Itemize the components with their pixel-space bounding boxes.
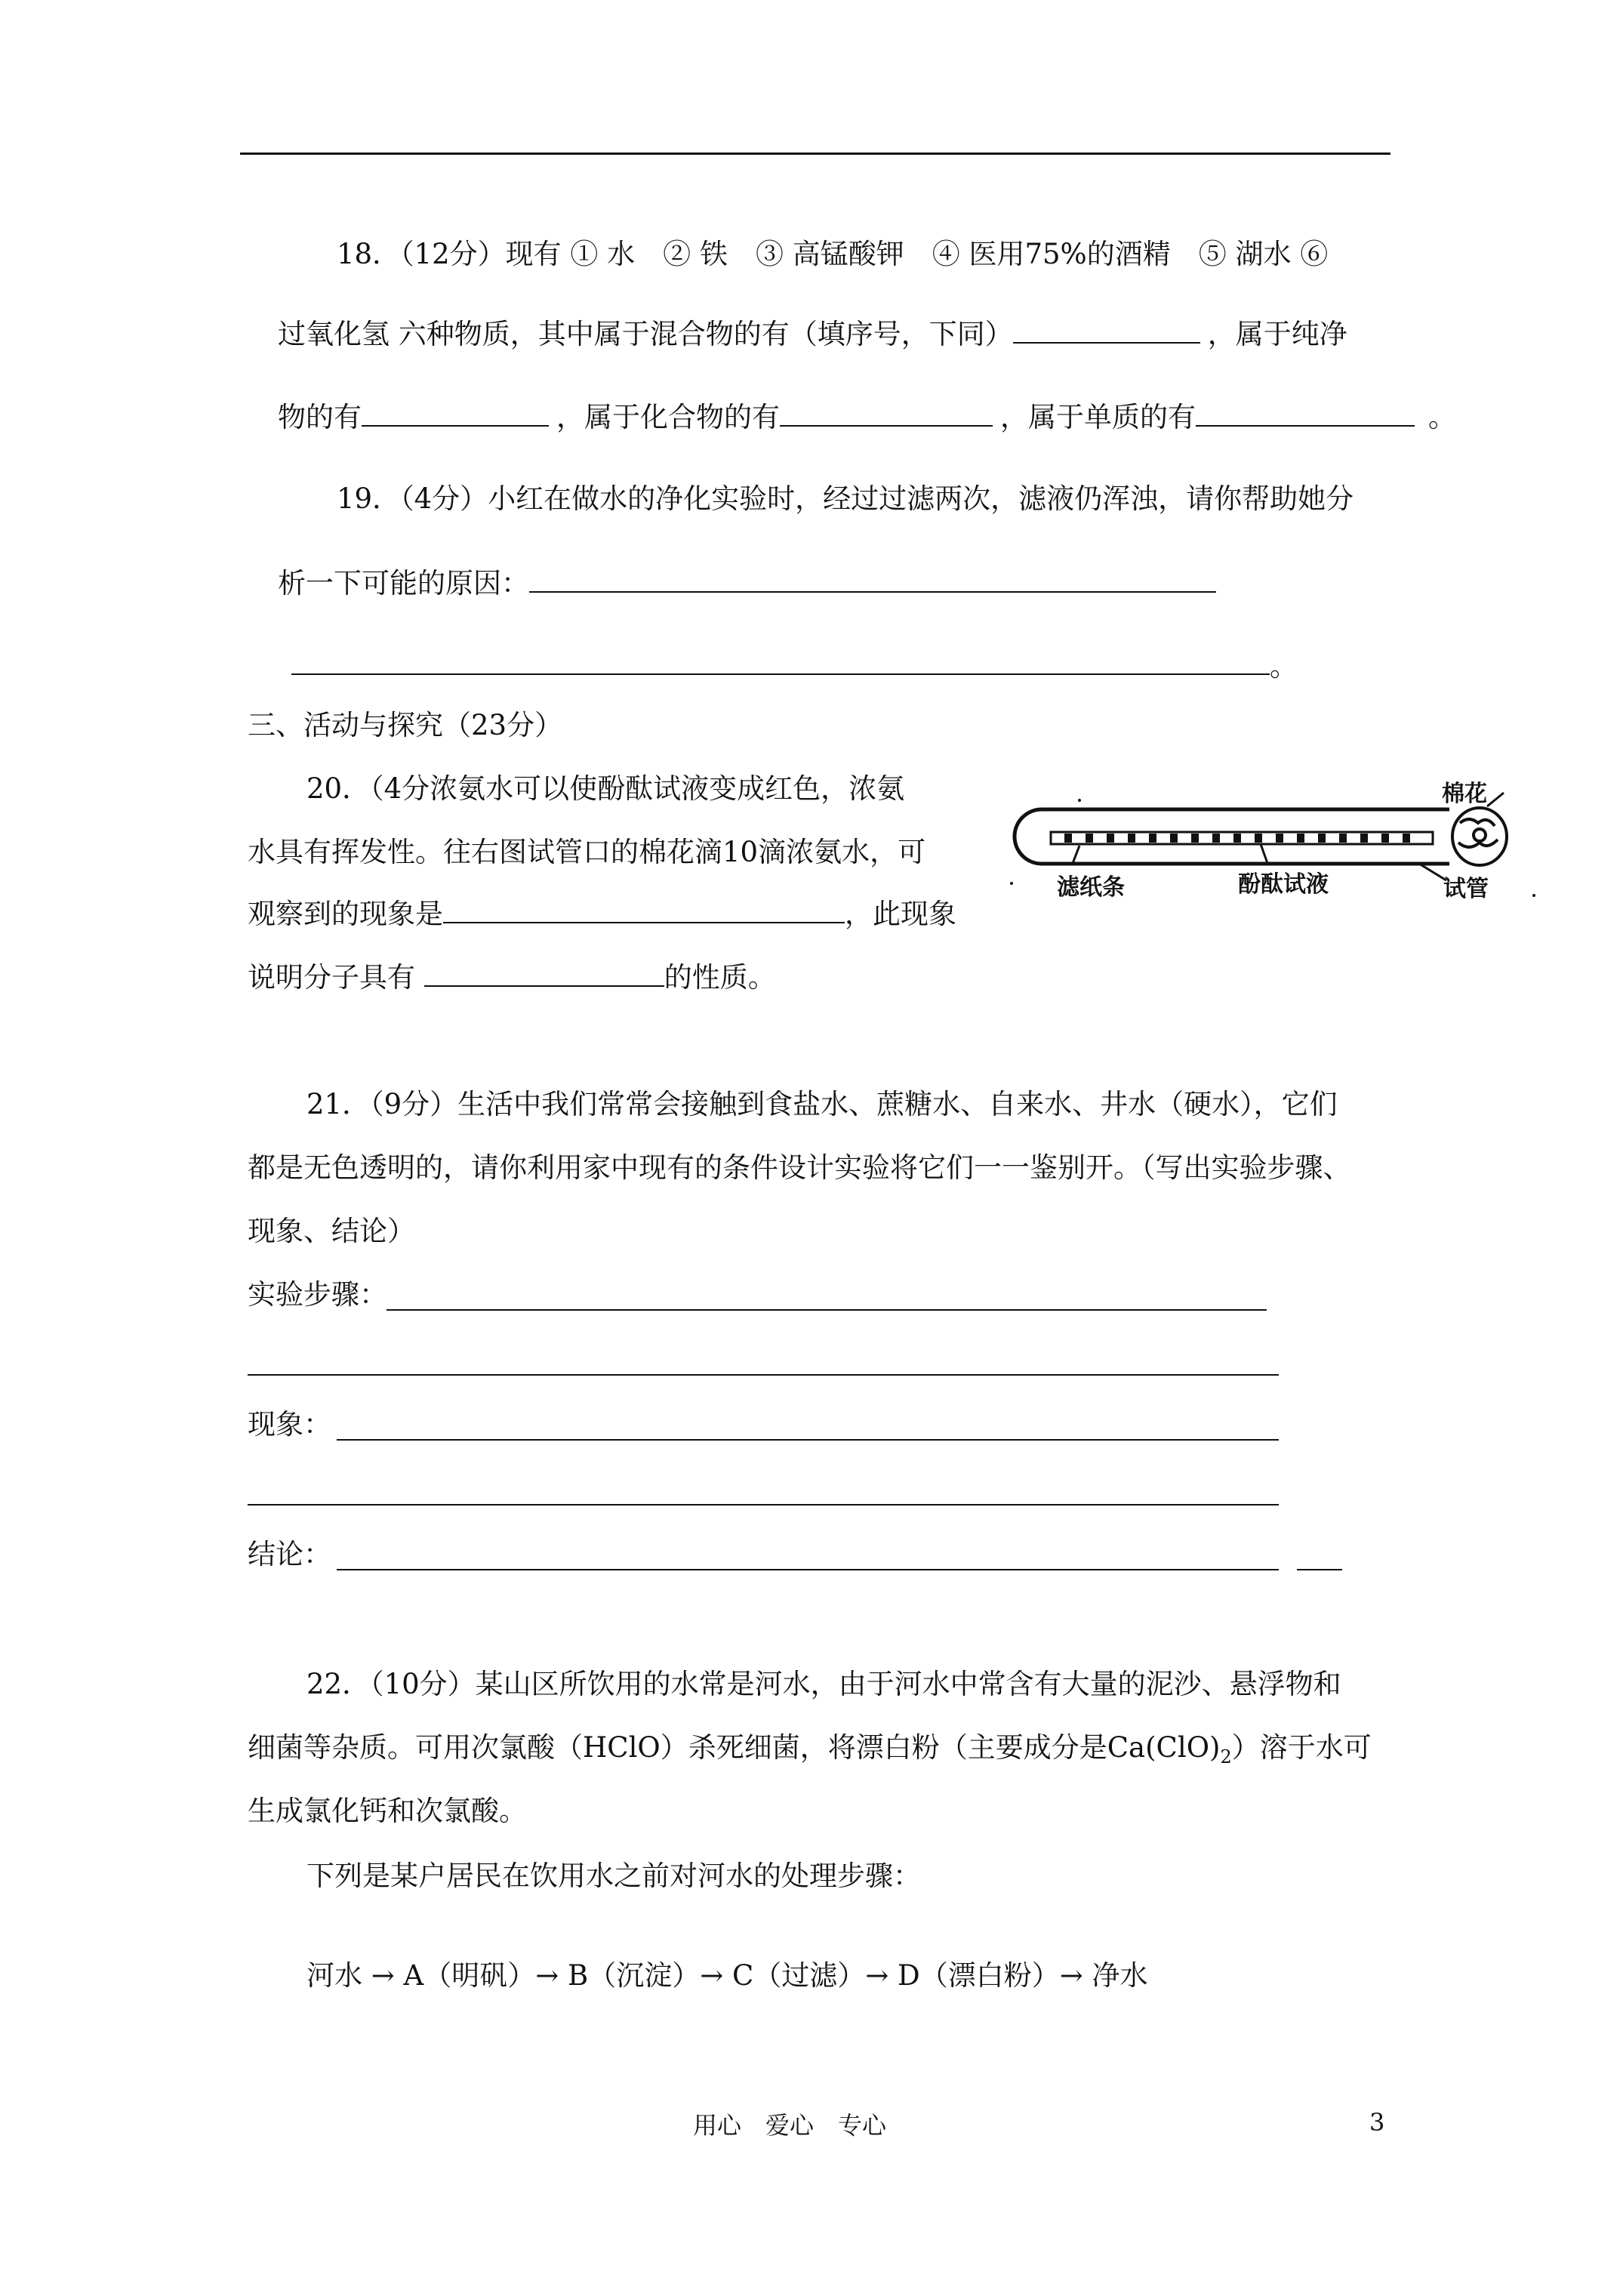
q20-line1: 20．（4分浓氨水可以使酚酞试液变成红色，浓氨 [306, 772, 905, 805]
q18-blank-pure[interactable] [362, 402, 549, 427]
label-phenolphthalein: 酚酞试液 [1238, 871, 1329, 898]
q20-line4-text: 说明分子具有 [248, 961, 424, 994]
q20-line2: 水具有挥发性。往右图试管口的棉花滴10滴浓氨水，可 [248, 836, 926, 868]
q18-line3-element: ，属于单质的有 [1000, 401, 1196, 433]
q21-phenomenon-blank-2[interactable] [248, 1504, 1279, 1505]
label-cotton: 棉花 [1442, 781, 1487, 807]
q20-blank-phenomenon[interactable] [443, 899, 845, 923]
q18-line3-end: 。 [1428, 401, 1456, 433]
q21-steps-blank-1[interactable] [387, 1309, 1267, 1311]
q21-phenomenon-label: 现象： [248, 1408, 331, 1441]
q20-blank-property[interactable] [424, 963, 664, 987]
q21-steps-label: 实验步骤： [248, 1278, 387, 1311]
q18-blank-element[interactable] [1196, 402, 1415, 427]
q22-line2-text: 细菌等杂质。可用次氯酸（HClO）杀死细菌，将漂白粉（主要成分是Ca(ClO) [248, 1731, 1221, 1764]
q22-line2-tail: ）溶于水可 [1231, 1731, 1372, 1764]
q21-conclusion-blank-1[interactable] [337, 1569, 1279, 1570]
label-test-tube: 试管 [1443, 876, 1489, 902]
q21-phenomenon-blank-1[interactable] [337, 1439, 1279, 1441]
q21-conclusion-blank-2[interactable] [1297, 1569, 1342, 1570]
q19-line1: 19．（4分）小红在做水的净化实验时，经过过滤两次，滤液仍浑浊，请你帮助她分 [337, 482, 1354, 515]
q22-line2 [248, 1729, 1372, 1776]
footer-motto: 用心 爱心 专心 [693, 2111, 887, 2140]
q22-line1: 22．（10分）某山区所饮用的水常是河水，由于河水中常含有大量的泥沙、悬浮物和 [306, 1668, 1341, 1700]
label-filter-strip: 滤纸条 [1057, 874, 1125, 901]
q19-line2-text: 析一下可能的原因： [278, 567, 529, 599]
q19-blank-reason-1[interactable] [529, 569, 1216, 593]
section-title: 三、活动与探究（23分） [248, 709, 563, 741]
scan-speck [1078, 799, 1081, 802]
q19-line2 [278, 565, 1216, 603]
q18-blank-compound[interactable] [780, 402, 993, 427]
cotton-ball [1452, 808, 1507, 865]
pointer-test-tube [1419, 864, 1446, 880]
q21-steps-blank-2[interactable] [248, 1374, 1279, 1376]
q20-line3-text: 观察到的现象是 [248, 898, 443, 930]
header-rule [240, 153, 1390, 155]
q18-line3-compound: ，属于化合物的有 [556, 401, 780, 433]
q20-line4 [248, 959, 776, 997]
q20-line3 [248, 895, 956, 933]
q20-line4-tail: 的性质。 [664, 961, 776, 994]
page-number: 3 [1369, 2108, 1385, 2137]
q22-line3: 生成氯化钙和次氯酸。 [248, 1795, 527, 1827]
pointer-cotton [1487, 793, 1504, 806]
scan-speck [1532, 894, 1535, 897]
q22-subscript: 2 [1220, 1746, 1232, 1767]
q18-blank-mixture[interactable] [1013, 319, 1200, 344]
q22-line4: 下列是某户居民在饮用水之前对河水的处理步骤： [306, 1860, 921, 1892]
q18-line3 [278, 399, 1456, 436]
q18-line2-text: 过氧化氢 六种物质，其中属于混合物的有（填序号，下同） [278, 318, 1013, 350]
q21-line2: 都是无色透明的，请你利用家中现有的条件设计实验将它们一一鉴别开。（写出实验步骤、 [248, 1151, 1351, 1184]
q21-conclusion-label: 结论： [248, 1538, 331, 1570]
q19-blank-reason-2[interactable] [291, 673, 1270, 675]
q20-line3-tail: ，此现象 [845, 898, 956, 930]
q18-line1: 18．（12分）现有 ① 水 ② 铁 ③ 高锰酸钾 ④ 医用75%的酒精 ⑤ 湖水 ⑥ [337, 238, 1329, 270]
q18-line2-tail: ，属于纯净 [1207, 318, 1347, 350]
q19-end: 。 [1270, 650, 1298, 683]
q22-flow: 河水 → A（明矾）→ B（沉淀）→ C（过滤）→ D（漂白粉）→ 净水 [306, 1959, 1148, 1992]
q21-line3: 现象、结论） [248, 1215, 415, 1247]
q18-line3-text: 物的有 [278, 401, 362, 433]
scan-speck [1010, 882, 1013, 885]
q18-line2 [278, 316, 1347, 353]
q21-line1: 21．（9分）生活中我们常常会接触到食盐水、蔗糖水、自来水、井水（硬水），它们 [306, 1088, 1338, 1120]
